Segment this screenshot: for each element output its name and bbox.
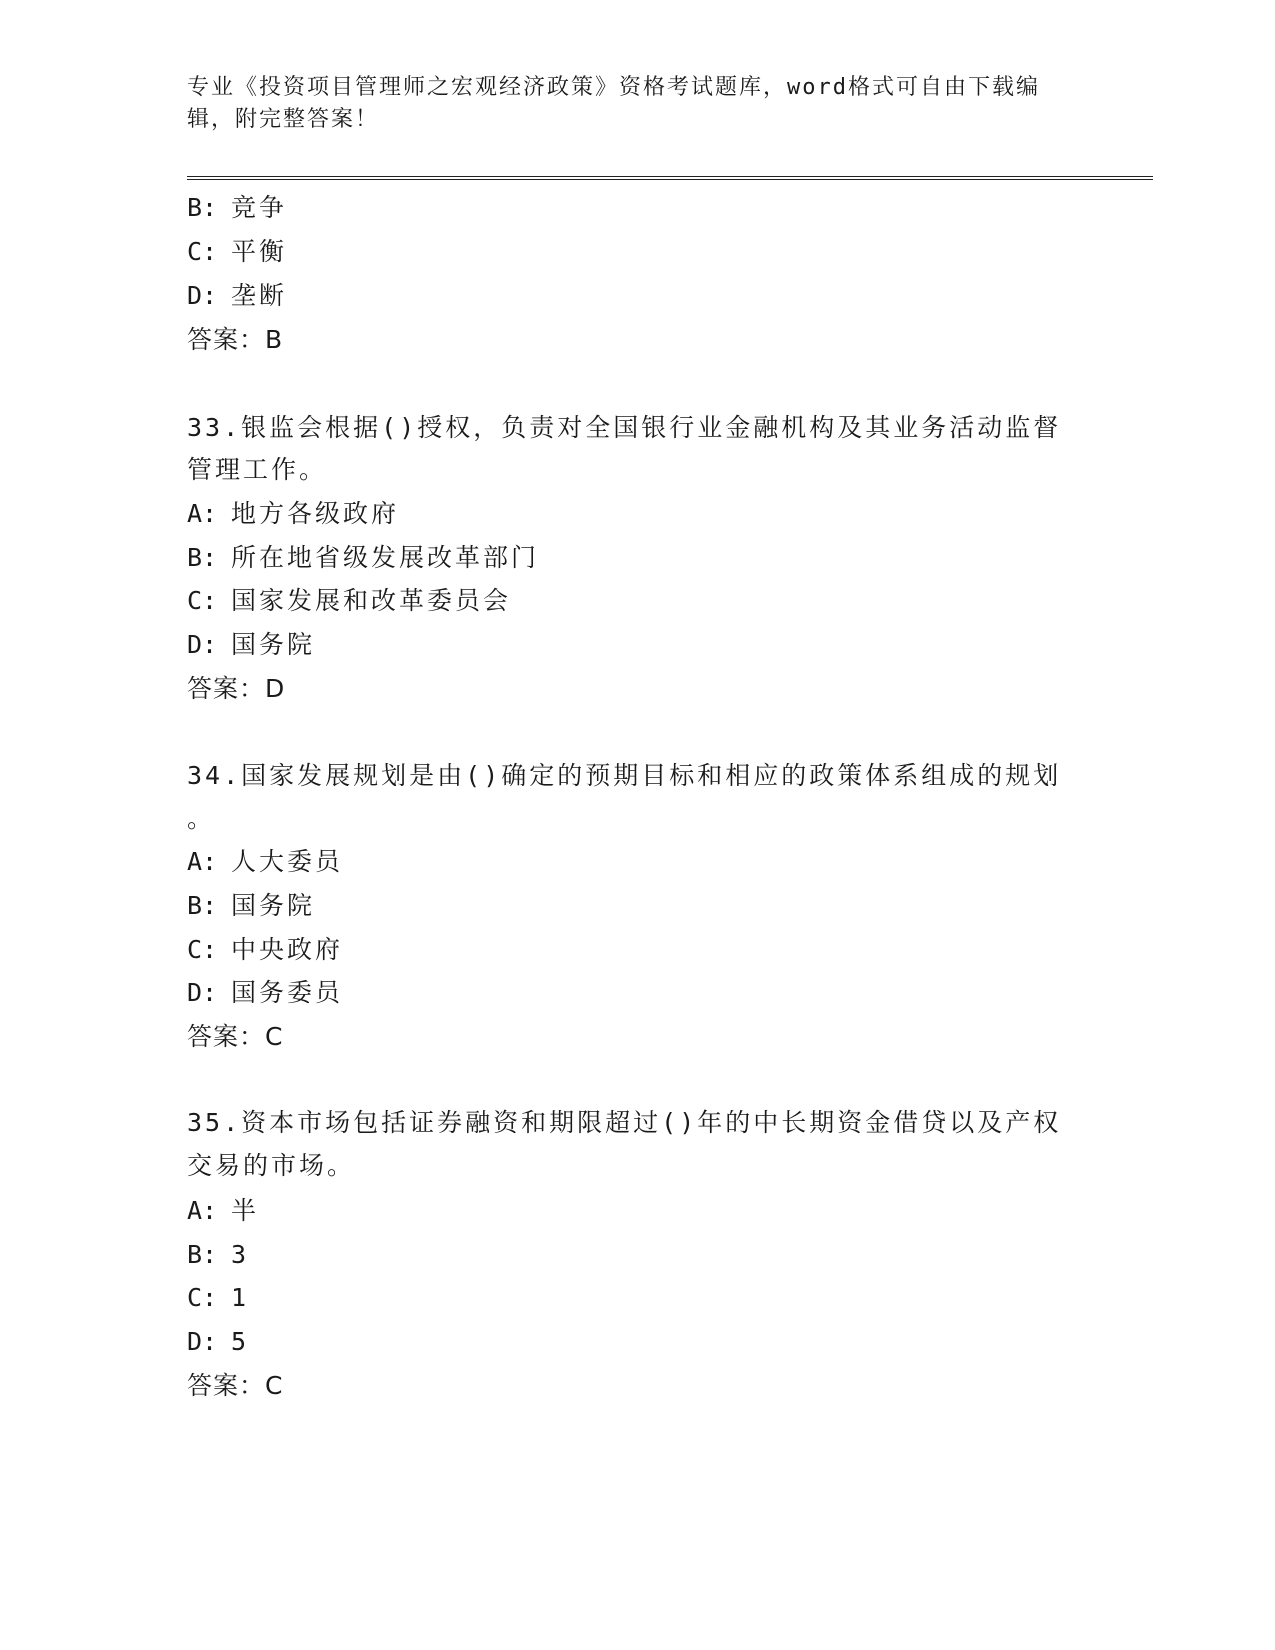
q35-option-b — [187, 1238, 249, 1272]
q34-option-b — [187, 889, 315, 923]
option-label: A: — [187, 1196, 218, 1225]
option-text: 中央政府 — [231, 935, 344, 964]
q34-stem-line-2: 。 — [187, 804, 216, 833]
option-label: D: — [187, 281, 218, 310]
option-text: 国家发展和改革委员会 — [231, 586, 512, 615]
q32-option-b — [187, 191, 287, 225]
option-text: 国务院 — [231, 891, 316, 920]
header-line-1: 专业《投资项目管理师之宏观经济政策》资格考试题库，word格式可自由下载编 — [187, 75, 1040, 100]
q33-stem-line-1: 33.银监会根据()授权，负责对全国银行业金融机构及其业务活动监督 — [187, 413, 1062, 442]
option-text: 5 — [231, 1327, 250, 1356]
option-label: B: — [187, 543, 218, 572]
option-label: C: — [187, 935, 218, 964]
option-text: 地方各级政府 — [231, 499, 400, 528]
option-label: A: — [187, 847, 218, 876]
header-divider — [187, 176, 1153, 180]
option-text: 国务委员 — [231, 978, 344, 1007]
q34-option-d — [187, 976, 343, 1010]
option-text: 国务院 — [231, 630, 316, 659]
option-label: C: — [187, 586, 218, 615]
q35-option-d — [187, 1325, 249, 1359]
option-label: C: — [187, 1283, 218, 1312]
option-label: C: — [187, 237, 218, 266]
q35-stem-line-1: 35.资本市场包括证券融资和期限超过()年的中长期资金借贷以及产权 — [187, 1108, 1062, 1137]
option-text: 半 — [231, 1196, 260, 1225]
option-label: A: — [187, 499, 218, 528]
q34-option-a — [187, 845, 343, 879]
option-label: B: — [187, 1240, 218, 1269]
q35-option-c — [187, 1281, 249, 1315]
option-text: 平衡 — [231, 237, 288, 266]
header-line-2: 辑，附完整答案！ — [187, 107, 380, 132]
option-label: B: — [187, 891, 218, 920]
option-text: 竞争 — [231, 193, 288, 222]
option-text: 垄断 — [231, 281, 288, 310]
option-label: D: — [187, 630, 218, 659]
option-label: B: — [187, 193, 218, 222]
q33-option-c — [187, 584, 511, 618]
q35-stem-line-2: 交易的市场。 — [187, 1151, 356, 1180]
document-header — [187, 72, 1077, 136]
q32-option-c — [187, 235, 287, 269]
q35-answer: 答案：C — [187, 1371, 284, 1400]
q34-answer: 答案：C — [187, 1022, 284, 1051]
option-label: D: — [187, 1327, 218, 1356]
option-text: 所在地省级发展改革部门 — [231, 543, 540, 572]
option-text: 1 — [231, 1283, 250, 1312]
option-label: D: — [187, 978, 218, 1007]
q34-option-c — [187, 933, 343, 967]
q33-option-d — [187, 628, 315, 662]
q34-stem-line-1: 34.国家发展规划是由()确定的预期目标和相应的政策体系组成的规划 — [187, 761, 1062, 790]
q33-option-a — [187, 497, 399, 531]
q33-stem-line-2: 管理工作。 — [187, 455, 328, 484]
option-text: 3 — [231, 1240, 250, 1269]
q32-option-d — [187, 279, 287, 313]
q33-option-b — [187, 541, 539, 575]
q33-answer: 答案：D — [187, 674, 286, 703]
option-text: 人大委员 — [231, 847, 344, 876]
q32-answer: 答案：B — [187, 325, 284, 354]
q35-option-a — [187, 1194, 259, 1228]
